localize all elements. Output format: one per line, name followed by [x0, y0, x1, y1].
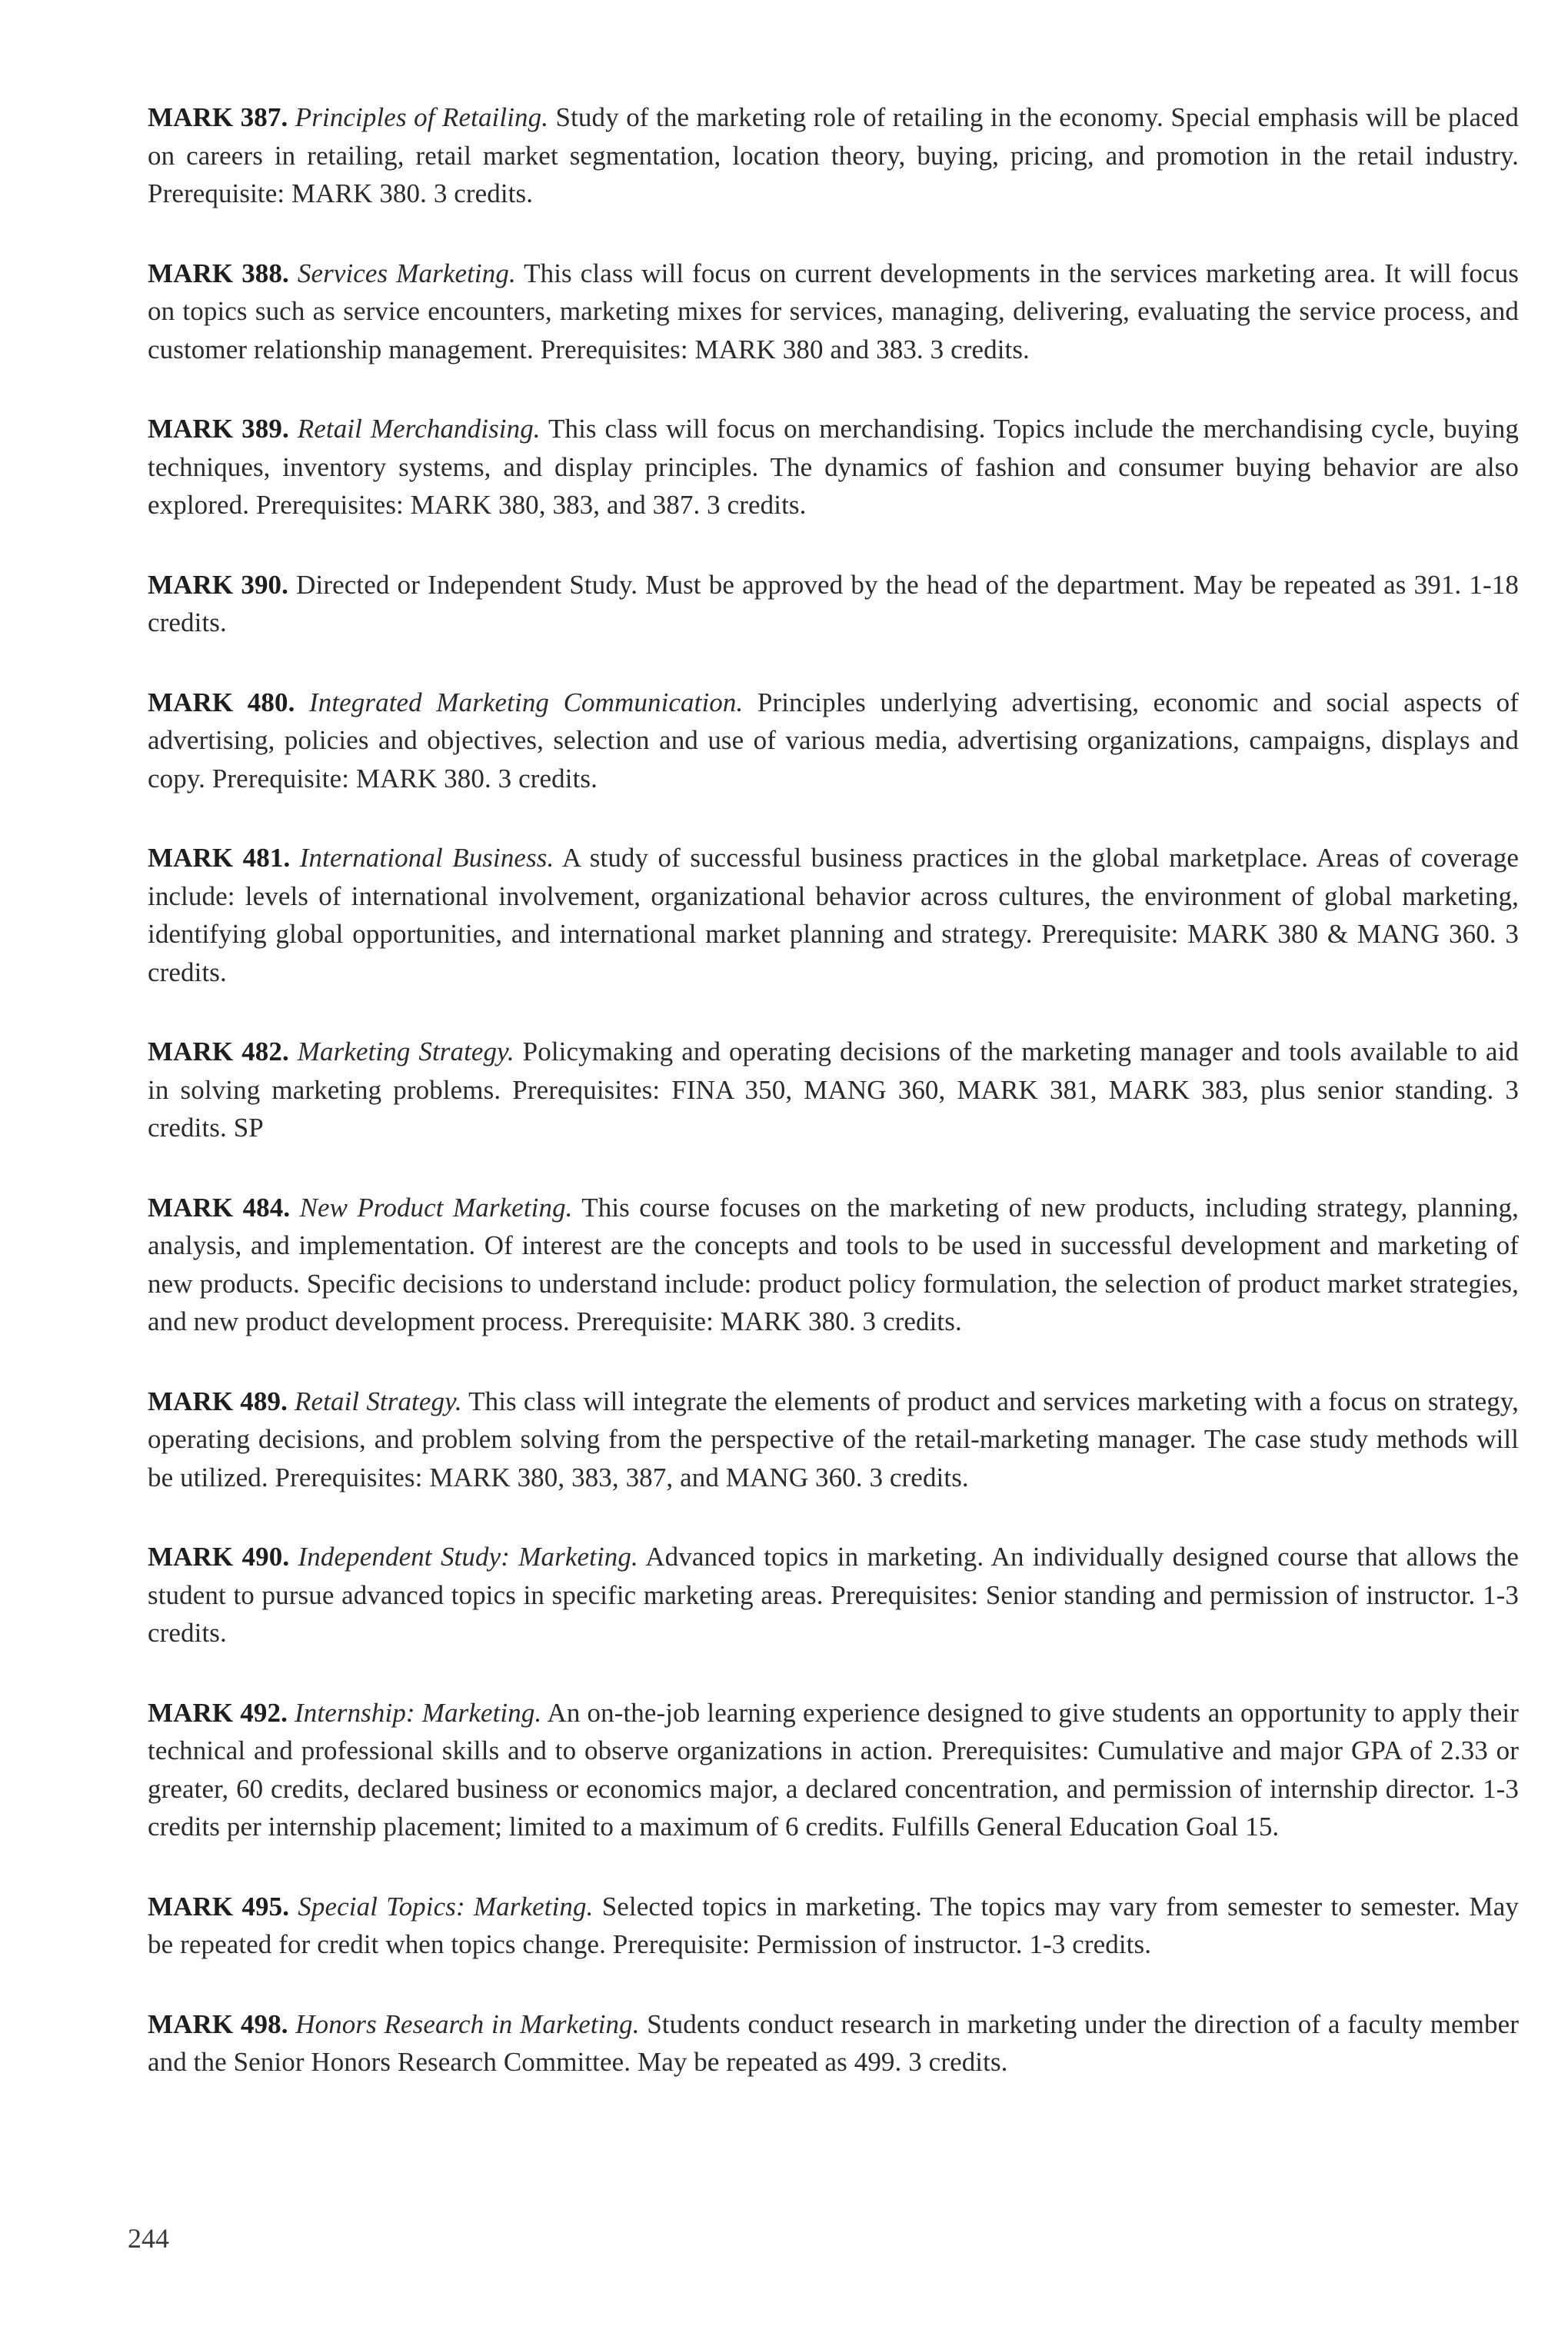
- course-description: Policymaking and operating decisions of the marketing manager and tools available to aid in solving marketing problems. Prerequisites: FINA 350, MANG 360, MARK 381, MARK 383, plus senior standing. 3 credits. SP: [148, 1037, 1519, 1143]
- course-entry-mark-389: [148, 410, 1519, 524]
- course-description: Must be approved by the head of the department. May be repeated as 391. 1-18 credits.: [148, 569, 1519, 637]
- course-entry-mark-482: [148, 1033, 1519, 1147]
- course-code: MARK 498.: [148, 2008, 288, 2039]
- course-code: MARK 495.: [148, 1891, 290, 1922]
- course-entry-mark-387: [148, 98, 1519, 213]
- course-catalog-page: [148, 98, 1519, 2123]
- course-description: An on-the-job learning experience designed to give students an opportunity to apply their technical and professional skills and to observe organizations in action. Prerequisites: Cumulative and major GPA of 2.33 or greater, 60 credits, declared business or economics major, a declared concentration, and permission of internship director. 1-3 credits per internship placement; limited to a maximum of 6 credits. Fulfills General Education Goal 15.: [148, 1697, 1520, 1842]
- course-code: MARK 388.: [148, 258, 289, 288]
- course-code: MARK 490.: [148, 1542, 290, 1572]
- course-entry-mark-495: [148, 1888, 1519, 1964]
- course-description: This class will focus on merchandising. Topics include the merchandising cycle, buying techniques, inventory systems, and display principles. The dynamics of fashion and consumer buying behavior are also explored. Prerequisites: MARK 380, 383, and 387. 3 credits.: [148, 414, 1519, 520]
- course-entry-mark-484: [148, 1189, 1519, 1341]
- course-title: Independent Study: Marketing.: [298, 1542, 638, 1572]
- course-title: Special Topics: Marketing.: [298, 1891, 594, 1922]
- course-title: Retail Strategy.: [295, 1386, 462, 1416]
- course-title: Directed or Independent Study.: [296, 569, 638, 600]
- course-entry-mark-498: [148, 2005, 1519, 2081]
- course-entry-mark-489: [148, 1383, 1519, 1497]
- course-entry-mark-480: [148, 684, 1519, 798]
- course-code: MARK 387.: [148, 102, 288, 132]
- course-description: Advanced topics in marketing. An individually designed course that allows the student to pursue advanced topics in specific marketing areas. Prerequisites: Senior standing and permission of instructor. 1-3 credits.: [148, 1542, 1520, 1648]
- page-number: 244: [128, 2223, 169, 2254]
- course-code: MARK 489.: [148, 1386, 288, 1416]
- course-title: Internship: Marketing.: [295, 1697, 542, 1728]
- course-description: This class will integrate the elements of product and services marketing with a focus on strategy, operating decisions, and problem solving from the perspective of the retail-marketing manager. The case study methods will be utilized. Prerequisites: MARK 380, 383, 387, and MANG 360. 3 credits.: [148, 1386, 1519, 1492]
- course-description: Students conduct research in marketing under the direction of a faculty member and the Senior Honors Research Committee. May be repeated as 499. 3 credits.: [148, 2008, 1519, 2077]
- course-code: MARK 484.: [148, 1192, 291, 1223]
- course-entry-mark-481: [148, 839, 1519, 991]
- course-title: Marketing Strategy.: [297, 1037, 514, 1067]
- course-description: This course focuses on the marketing of new products, including strategy, planning, analysis, and implementation. Of interest are the concepts and tools to be used in successful development and marketing of new products. Specific decisions to understand include: product policy formulation, the selection of product market strategies, and new product development process. Prerequisite: MARK 380. 3 credits.: [148, 1192, 1519, 1336]
- course-title: Retail Merchandising.: [297, 414, 541, 444]
- course-title: Integrated Marketing Communication.: [308, 687, 744, 717]
- course-title: New Product Marketing.: [299, 1192, 573, 1223]
- course-code: MARK 390.: [148, 569, 289, 600]
- course-description: Principles underlying advertising, economic and social aspects of advertising, policies and objectives, selection and use of various media, advertising organizations, campaigns, displays and copy. Prerequisite: MARK 380. 3 credits.: [148, 687, 1519, 794]
- course-code: MARK 480.: [148, 687, 295, 717]
- course-entry-mark-388: [148, 255, 1519, 369]
- course-entry-mark-492: [148, 1694, 1519, 1846]
- course-description: Study of the marketing role of retailing in the economy. Special emphasis will be placed on careers in retailing, retail market segmentation, location theory, buying, pricing, and promotion in the retail industry. Prerequisite: MARK 380. 3 credits.: [148, 102, 1519, 208]
- course-entry-mark-490: [148, 1538, 1519, 1652]
- course-description: Selected topics in marketing. The topics may vary from semester to semester. May be repeated for credit when topics change. Prerequisite: Permission of instructor. 1-3 credits.: [148, 1891, 1519, 1959]
- course-code: MARK 389.: [148, 414, 289, 444]
- course-code: MARK 482.: [148, 1037, 289, 1067]
- course-code: MARK 492.: [148, 1697, 288, 1728]
- course-title: Principles of Retailing.: [295, 102, 549, 132]
- course-entry-mark-390: [148, 566, 1519, 642]
- course-description: This class will focus on current developments in the services marketing area. It will focus on topics such as service encounters, marketing mixes for services, managing, delivering, evaluating the service process, and customer relationship management. Prerequisites: MARK 380 and 383. 3 credits.: [148, 258, 1519, 364]
- course-code: MARK 481.: [148, 843, 291, 873]
- course-title: Honors Research in Marketing.: [295, 2008, 640, 2039]
- course-title: Services Marketing.: [297, 258, 516, 288]
- course-description: A study of successful business practices in the global marketplace. Areas of coverage include: levels of international involvement, organizational behavior across cultures, the environment of global marketing, identifying global opportunities, and international market planning and strategy. Prerequisite: MARK 380 & MANG 360. 3 credits.: [148, 843, 1520, 987]
- course-title: International Business.: [299, 843, 554, 873]
